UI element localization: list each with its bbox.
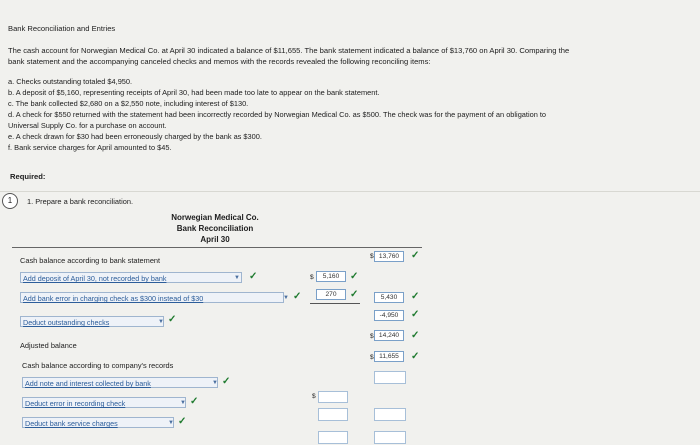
question-text: 1. Prepare a bank reconciliation. [27,197,133,206]
intro-line-2: bank statement and the accompanying canceled checks and memos with the records revealed the following reconciling items: [8,57,431,66]
item-d: d. A check for $550 returned with the statement had been incorrectly recorded by Norwegian Medical Co. as $500. The check was for the payment of an obligation to [8,110,547,119]
add-deposit-select[interactable]: Add deposit of April 30, not recorded by bank [20,272,242,283]
chevron-down-icon[interactable]: ▼ [234,275,240,281]
item-d-cont: Universal Supply Co. for a purchase on account. [8,121,167,130]
check-icon: ✓ [411,291,420,302]
dollar-sign: $ [370,333,374,340]
item-a: a. Checks outstanding totaled $4,950. [8,77,133,86]
check-icon: ✓ [222,376,231,387]
extra-input-right[interactable] [374,431,406,444]
header-rule [12,247,422,248]
check-icon: ✓ [411,330,420,341]
extra-input-left[interactable] [318,431,348,444]
chevron-down-icon[interactable]: ▼ [283,295,289,301]
deduct-outstanding-input[interactable]: -4,950 [374,310,404,321]
company-balance-label: Cash balance according to company's records [22,361,174,370]
company-addition-input[interactable] [374,371,406,384]
required-label: Required: [10,172,46,181]
bank-balance-label: Cash balance according to bank statement [20,256,161,265]
dollar-sign: $ [310,274,314,281]
item-c: c. The bank collected $2,680 on a $2,550 note, including interest of $130. [8,99,249,108]
check-icon: ✓ [411,309,420,320]
check-icon: ✓ [190,396,199,407]
add-note-select[interactable]: Add note and interest collected by bank [22,377,218,388]
report-name: Bank Reconciliation [176,224,254,233]
bank-error-select[interactable]: Add bank error in charging check as $300 instead of $30 [20,292,284,303]
company-deductions-total-input[interactable] [374,408,406,421]
chevron-down-icon[interactable]: ▼ [180,400,186,406]
section-divider [0,191,700,192]
check-icon: ✓ [350,289,359,300]
dollar-sign: $ [370,354,374,361]
check-icon: ✓ [411,351,420,362]
adjusted-balance-input[interactable]: 14,240 [374,330,404,341]
subtotal-rule [310,303,360,304]
deduct-outstanding-select[interactable]: Deduct outstanding checks [20,316,164,327]
check-icon: ✓ [249,271,258,282]
adjusted-balance-label: Adjusted balance [20,341,77,350]
check-icon: ✓ [178,416,187,427]
deduct-service-select[interactable]: Deduct bank service charges [22,417,174,428]
check-icon: ✓ [168,314,177,325]
deduct-error-input[interactable] [318,391,348,403]
check-icon: ✓ [411,250,420,261]
report-company: Norwegian Medical Co. [171,213,259,222]
bank-error-input[interactable]: 270 [316,289,346,300]
bank-balance-input[interactable]: 13,760 [374,251,404,262]
chevron-down-icon[interactable]: ▼ [158,319,164,325]
chevron-down-icon[interactable]: ▼ [212,380,218,386]
intro-line-1: The cash account for Norwegian Medical Co. at April 30 indicated a balance of $11,655. The bank statement indicated a balance of $13,760 on April 30. Comparing the [8,46,570,55]
add-deposit-input[interactable]: 5,160 [316,271,346,282]
chevron-down-icon[interactable]: ▼ [168,420,174,426]
check-icon: ✓ [350,271,359,282]
report-date: April 30 [200,235,230,244]
item-e: e. A check drawn for $30 had been erroneously charged by the bank as $300. [8,132,262,141]
deduct-error-select[interactable]: Deduct error in recording check [22,397,186,408]
question-number-badge: 1 [2,193,18,209]
bank-additions-total-input[interactable]: 5,430 [374,292,404,303]
dollar-sign: $ [370,253,374,260]
item-f: f. Bank service charges for April amounted to $45. [8,143,172,152]
item-b: b. A deposit of $5,160, representing receipts of April 30, had been made too late to appear on the bank statement. [8,88,380,97]
dollar-sign: $ [312,393,316,400]
company-balance-input[interactable]: 11,655 [374,351,404,362]
deduct-service-input[interactable] [318,408,348,421]
check-icon: ✓ [293,291,302,302]
page-title: Bank Reconciliation and Entries [8,24,116,33]
